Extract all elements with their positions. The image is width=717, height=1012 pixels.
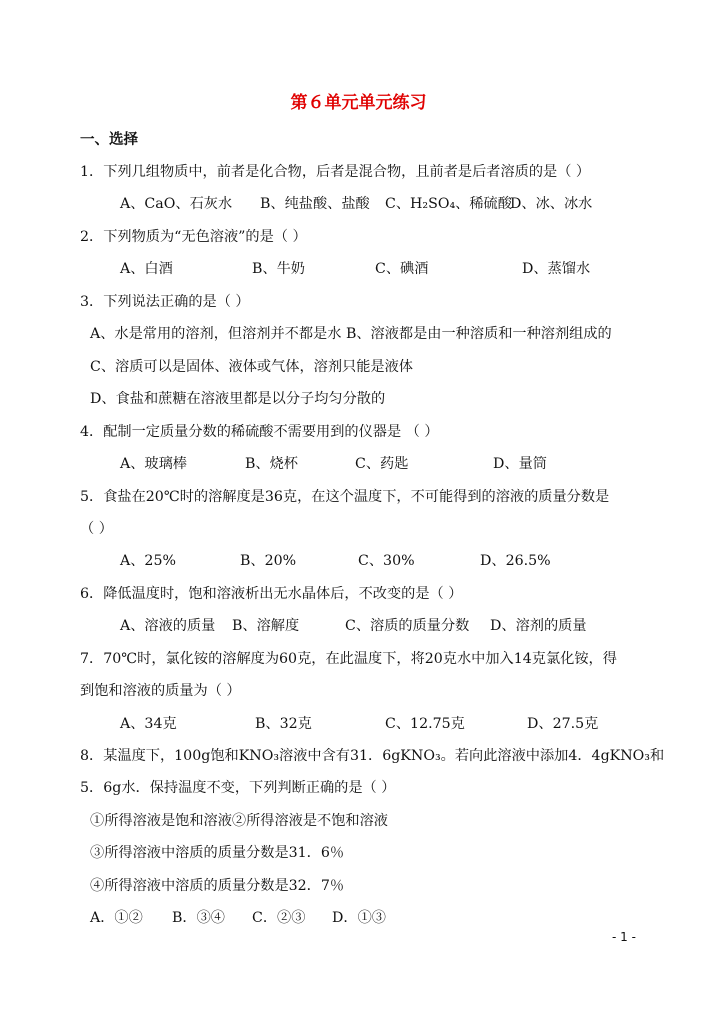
q6-option-b: B、溶解度 <box>232 618 300 634</box>
q1-option-a: A、CaO、石灰水 <box>120 196 233 212</box>
q4-option-d: D、量筒 <box>493 456 547 472</box>
q1-option-d: D、冰、冰水 <box>510 196 593 212</box>
q8-statement-3: ③所得溶液中溶质的质量分数是31．6％ <box>90 845 345 861</box>
q2-option-d: D、蒸馏水 <box>522 261 591 277</box>
q6-option-a: A、溶液的质量 <box>120 618 216 634</box>
q5-option-d: D、26.5% <box>480 553 551 569</box>
section-heading: 一、选择 <box>80 132 138 148</box>
q3-option-c: C、溶质可以是固体、液体或气体，溶剂只能是液体 <box>90 359 413 375</box>
q7-option-a: A、34克 <box>120 716 177 732</box>
question-5-cont: （ ） <box>80 521 113 537</box>
q5-option-c: C、30% <box>358 553 415 569</box>
question-5: 5．食盐在20℃时的溶解度是36克，在这个温度下，不可能得到的溶液的质量分数是 <box>80 489 610 505</box>
q4-option-b: B、烧杯 <box>245 456 298 472</box>
question-7: 7．70℃时，氯化铵的溶解度为60克，在此温度下，将20克水中加入14克氯化铵，得 <box>80 651 617 667</box>
q2-option-b: B、牛奶 <box>252 261 305 277</box>
page-title: 第６单元单元练习 <box>290 93 427 113</box>
page-number: - 1 - <box>612 930 636 944</box>
q6-option-d: D、溶剂的质量 <box>490 618 587 634</box>
q8-option-d: D．①③ <box>332 910 386 926</box>
q8-option-b: B．③④ <box>172 910 225 926</box>
question-2: 2．下列物质为“无色溶液”的是（ ） <box>80 229 307 245</box>
question-1: 1．下列几组物质中，前者是化合物，后者是混合物，且前者是后者溶质的是（ ） <box>80 164 591 180</box>
q3-option-ab: A、水是常用的溶剂，但溶剂并不都是水 B、溶液都是由一种溶质和一种溶剂组成的 <box>90 326 612 342</box>
q4-option-a: A、玻璃棒 <box>120 456 187 472</box>
question-3: 3．下列说法正确的是（ ） <box>80 294 250 310</box>
q8-statement-4: ④所得溶液中溶质的质量分数是32．7％ <box>90 878 345 894</box>
q7-option-b: B、32克 <box>255 716 312 732</box>
q1-option-b: B、纯盐酸、盐酸 <box>260 196 370 212</box>
q5-option-a: A、25% <box>120 553 176 569</box>
q7-option-c: C、12.75克 <box>385 716 465 732</box>
q3-option-d: D、食盐和蔗糖在溶液里都是以分子均匀分散的 <box>90 391 386 407</box>
q2-option-a: A、白酒 <box>120 261 173 277</box>
question-8-cont: 5．6g水．保持温度不变，下列判断正确的是（ ） <box>80 780 396 796</box>
q1-option-c: C、H₂SO₄、稀硫酸 <box>385 196 512 212</box>
q7-option-d: D、27.5克 <box>527 716 599 732</box>
q5-option-b: B、20% <box>240 553 297 569</box>
question-6: 6．降低温度时，饱和溶液析出无水晶体后，不改变的是（ ） <box>80 586 463 602</box>
q8-option-a: A．①② <box>90 910 143 926</box>
q6-option-c: C、溶质的质量分数 <box>345 618 470 634</box>
question-7-cont: 到饱和溶液的质量为（ ） <box>80 683 241 699</box>
q8-option-c: C．②③ <box>252 910 306 926</box>
question-8: 8．某温度下，100g饱和KNO₃溶液中含有31．6gKNO₃。若向此溶液中添加4．4gKNO₃和 <box>80 748 665 764</box>
q4-option-c: C、药匙 <box>355 456 409 472</box>
q2-option-c: C、碘酒 <box>375 261 429 277</box>
question-4: 4．配制一定质量分数的稀硫酸不需要用到的仪器是 （ ） <box>80 424 439 440</box>
q8-statement-1-2: ①所得溶液是饱和溶液②所得溶液是不饱和溶液 <box>90 813 388 829</box>
